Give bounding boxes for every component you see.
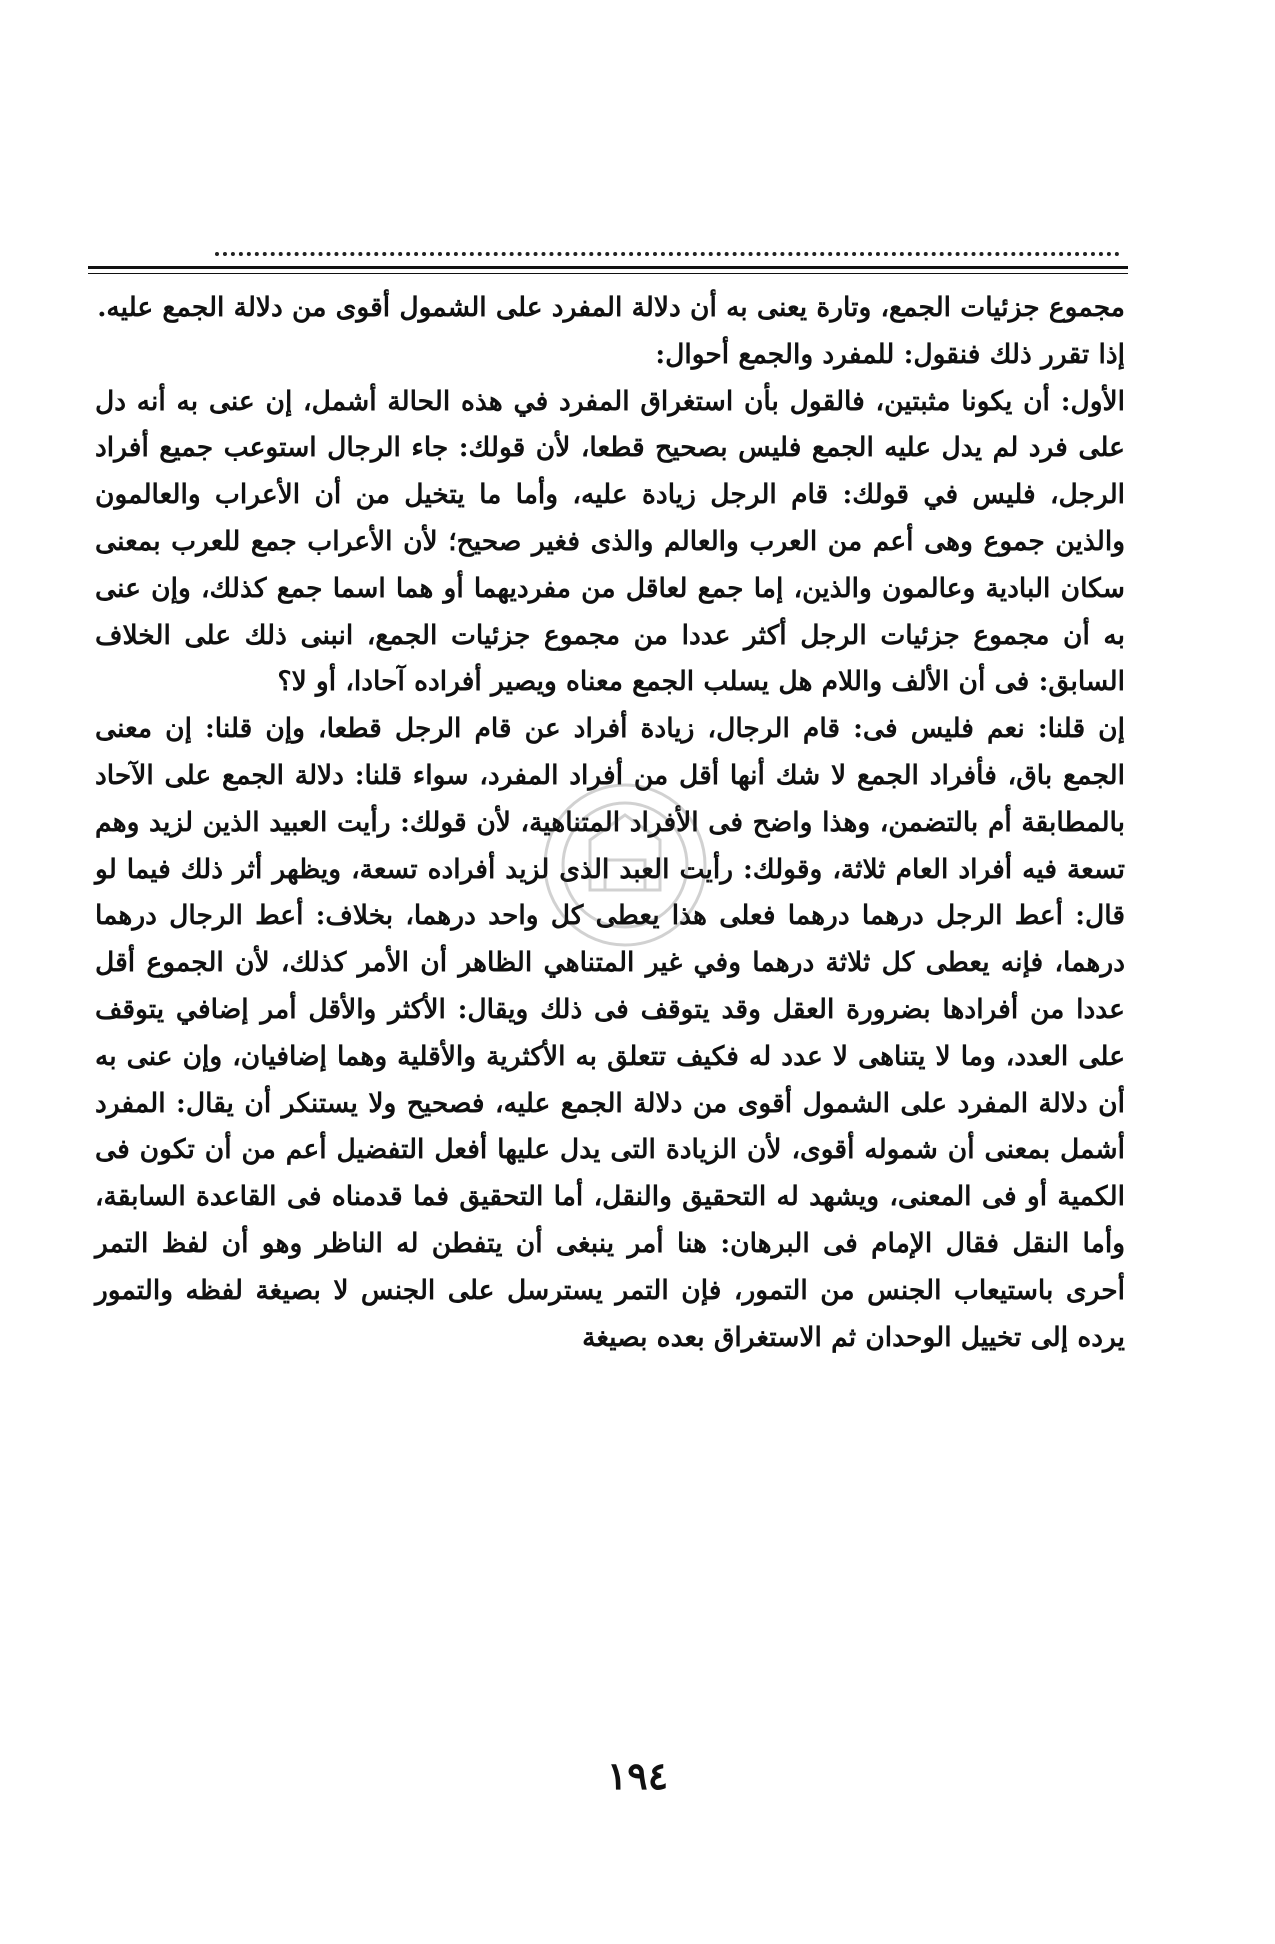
header-thick-rule <box>88 266 1128 269</box>
paragraph-2 <box>95 332 1125 379</box>
paragraph-text: إن قلنا: نعم فليس فى: قام الرجال، زيادة أفراد عن قام الرجل قطعا، وإن قلنا: إن معنى الجمع باق، فأفراد الجمع لا شك أنها أقل من أفراد المفرد، سواء قلنا: دلالة الجمع على الآحاد بالمطابقة أم بالتضمن، وهذا واضح فى الأفراد المتناهية، لأن قولك: رأيت العبيد الذين لزيد وهم تسعة فيه أفراد العام ثلاثة، وقولك: رأيت العبد الذى لزيد أفراده تسعة، ويظهر أثر ذلك فيما لو قال: أعط الرجل درهما درهما فعلى هذا يعطى كل واحد درهما، بخلاف: أعط الرجال درهما درهما، فإنه يعطى كل ثلاثة درهما وفي غير المتناهي الظاهر أن الأمر كذلك، لأن الجموع أقل عددا من أفرادها بضرورة العقل وقد يتوقف فى ذلك ويقال: الأكثر والأقل أمر إضافي يتوقف على العدد، وما لا يتناهى لا عدد له فكيف تتعلق به الأكثرية والأقلية وهما إضافيان، وإن عنى به أن دلالة المفرد على الشمول أقوى من دلالة الجمع عليه، فصحيح ولا يستنكر أن يقال: المفرد أشمل بمعنى أن شموله أقوى، لأن الزيادة التى يدل عليها أفعل التفضيل أعم من أن تكون فى الكمية أو فى المعنى، ويشهد له التحقيق والنقل، أما التحقيق فما قدمناه فى القاعدة السابقة، وأما النقل فقال الإمام فى البرهان: هنا أمر ينبغى أن يتفطن له الناظر وهو أن لفظ التمر أحرى باستيعاب الجنس من التمور، فإن التمر يسترسل على الجنس لا بصيغة لفظه والتمور يرده إلى تخييل الوحدان ثم الاستغراق بعده بصيغة <box>95 713 1125 1353</box>
header-dotted-rule <box>215 252 1120 256</box>
paragraph-1 <box>95 285 1125 332</box>
paragraph-lead: الأول: <box>1060 385 1125 417</box>
paragraph-3 <box>95 379 1125 707</box>
body-text <box>95 285 1125 1361</box>
page-number: ١٩٤ <box>606 1753 669 1798</box>
paragraph-text: مجموع جزئيات الجمع، وتارة يعنى به أن دلالة المفرد على الشمول أقوى من دلالة الجمع عليه. <box>97 292 1125 323</box>
header-thin-rule <box>88 273 1128 274</box>
paragraph-4 <box>95 706 1125 1361</box>
paragraph-text: أن يكونا مثبتين، فالقول بأن استغراق المفرد في هذه الحالة أشمل، إن عنى به أنه دل على فرد لم يدل عليه الجمع فليس بصحيح قطعا، لأن قولك: جاء الرجال استوعب جميع أفراد الرجل، فليس في قولك: قام الرجل زيادة عليه، وأما ما يتخيل من أن الأعراب والعالمون والذين جموع وهى أعم من العرب والعالم والذى فغير صحيح؛ لأن الأعراب جمع للعرب بمعنى سكان البادية وعالمون والذين، إما جمع لعاقل من مفرديهما أو هما اسما جمع كذلك، وإن عنى به أن مجموع جزئيات الرجل أكثر عددا من مجموع جزئيات الجمع، انبنى ذلك على الخلاف السابق: فى أن الألف واللام هل يسلب الجمع معناه ويصير أفراده آحادا، أو لا؟ <box>95 385 1126 698</box>
paragraph-text: إذا تقرر ذلك فنقول: للمفرد والجمع أحوال: <box>655 338 1125 370</box>
